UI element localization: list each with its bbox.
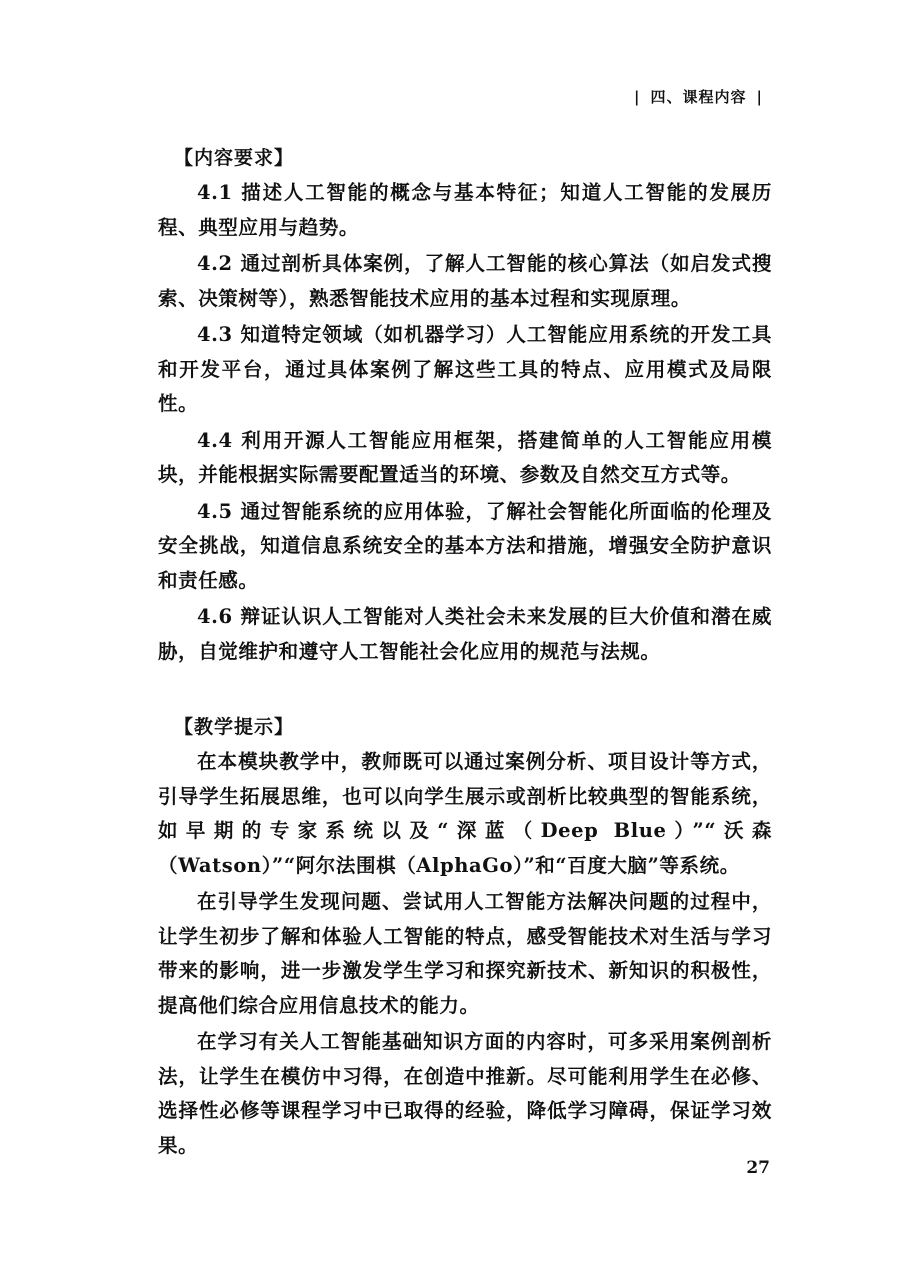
header-left-bar: | (634, 88, 641, 106)
page-body (158, 140, 772, 1165)
teaching-tips-heading: 【教学提示】 (174, 716, 295, 738)
page-number: 27 (746, 1158, 770, 1178)
teaching-tip-paragraph: 在学习有关人工智能基础知识方面的内容时，可多采用案例剖析法，让学生在模仿中习得，在创造中推新。尽可能利用学生在必修、选择性必修等课程学习中已取得的经验，降低学习障碍，保证学习效果。 (158, 1030, 772, 1157)
teaching-tip-paragraph: 在本模块教学中，教师既可以通过案例分析、项目设计等方式，引导学生拓展思维，也可以向学生展示或剖析比较典型的智能系统，如早期的专家系统以及“深蓝（Deep Blue）”“沃森（Watson）”“阿尔法围棋（AlphaGo）”和“百度大脑”等系统。 (158, 750, 772, 877)
requirement-item-4-2: 4.2 通过剖析具体案例，了解人工智能的核心算法（如启发式搜索、决策树等），熟悉智能技术应用的基本过程和实现原理。 (158, 252, 772, 310)
requirement-item-4-5: 4.5 通过智能系统的应用体验，了解社会智能化所面临的伦理及安全挑战，知道信息系统安全的基本方法和措施，增强安全防护意识和责任感。 (158, 499, 772, 592)
requirement-item-4-1: 4.1 描述人工智能的概念与基本特征；知道人工智能的发展历程、典型应用与趋势。 (158, 181, 772, 239)
section-spacer (158, 671, 772, 709)
running-header (624, 86, 773, 107)
requirements-heading: 【内容要求】 (174, 147, 295, 169)
teaching-tip-paragraph: 在引导学生发现问题、尝试用人工智能方法解决问题的过程中，让学生初步了解和体验人工智能的特点，感受智能技术对生活与学习带来的影响，进一步激发学生学习和探究新技术、新知识的积极性，提高他们综合应用信息技术的能力。 (158, 890, 772, 1017)
requirement-item-4-3: 4.3 知道特定领域（如机器学习）人工智能应用系统的开发工具和开发平台，通过具体案例了解这些工具的特点、应用模式及局限性。 (158, 323, 772, 415)
requirement-item-4-6: 4.6 辩证认识人工智能对人类社会未来发展的巨大价值和潜在威胁，自觉维护和遵守人工智能社会化应用的规范与法规。 (158, 605, 772, 663)
header-right-bar: | (756, 88, 763, 106)
chapter-title: 四、课程内容 (650, 88, 747, 106)
requirement-item-4-4: 4.4 利用开源人工智能应用框架，搭建简单的人工智能应用模块，并能根据实际需要配置适当的环境、参数及自然交互方式等。 (158, 428, 772, 486)
